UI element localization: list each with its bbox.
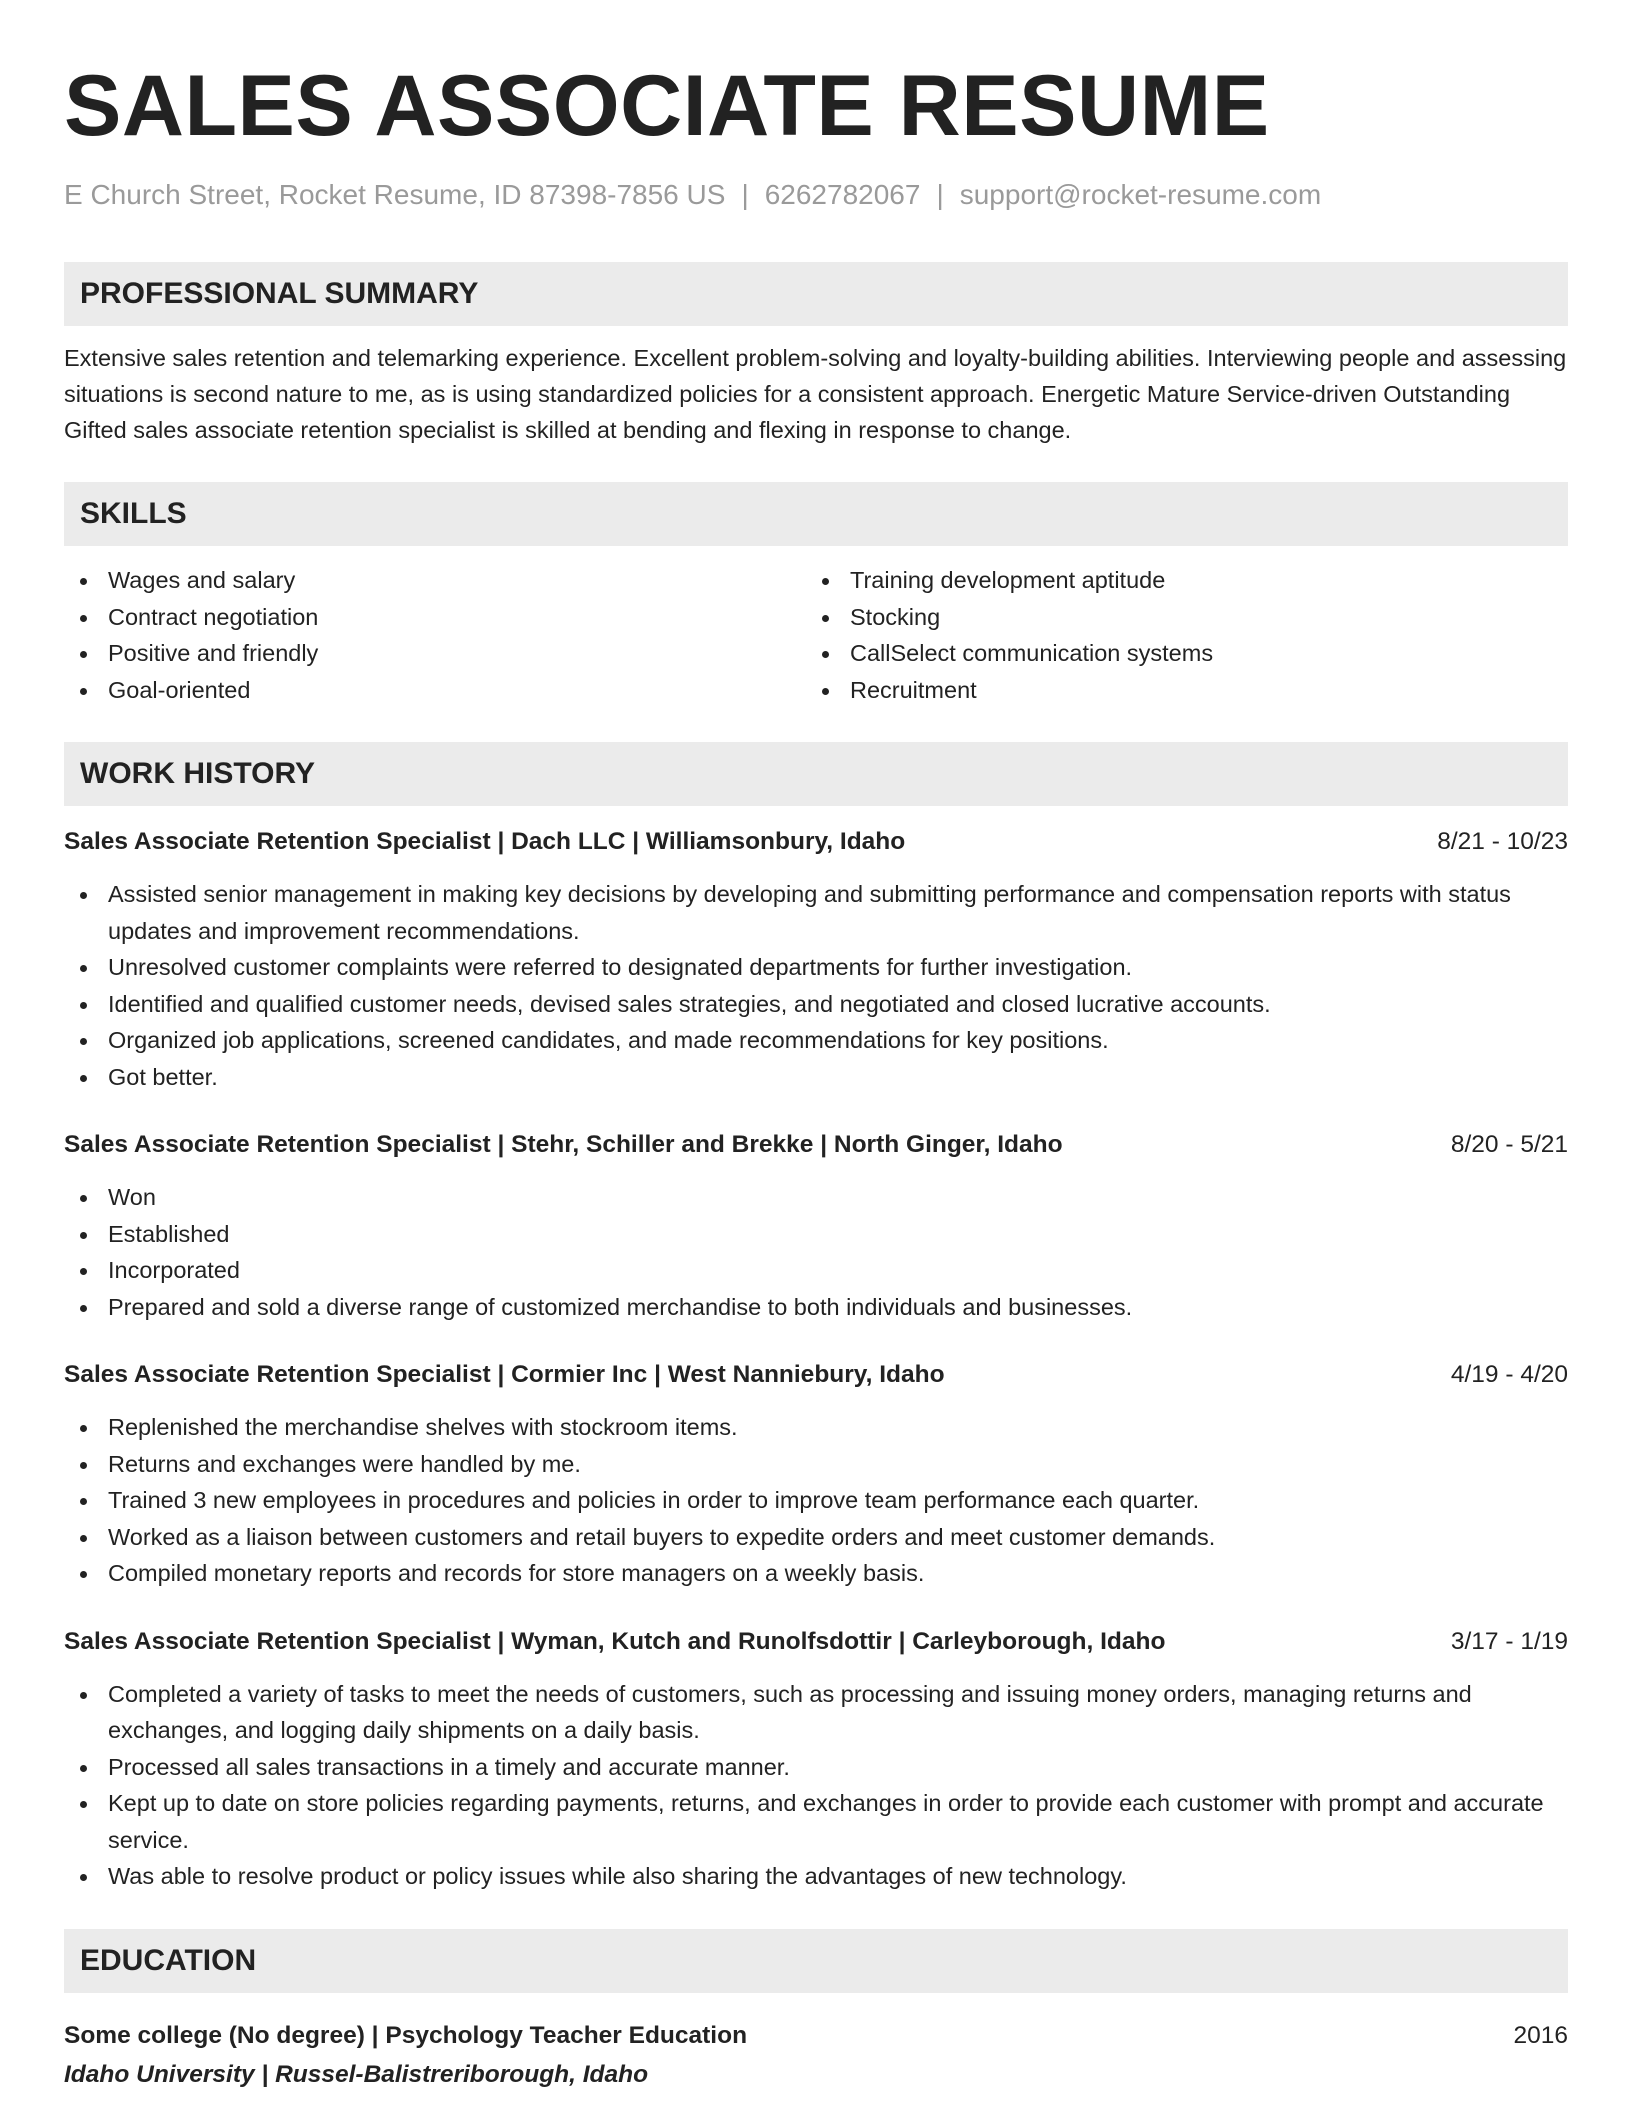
- summary-heading: PROFESSIONAL SUMMARY: [64, 262, 1568, 326]
- resume-title: SALES ASSOCIATE RESUME: [64, 58, 1270, 154]
- job-bullet: Organized job applications, screened candidates, and made recommendations for key positions.: [64, 1022, 1568, 1059]
- skill-item: Recruitment: [806, 672, 1548, 709]
- education-degree: Some college (No degree) | Psychology Teacher Education: [64, 2021, 748, 2049]
- contact-separator: |: [741, 179, 749, 210]
- job-entry: [64, 1624, 1568, 1895]
- work-history-list: [64, 824, 1568, 1895]
- job-bullet: Prepared and sold a diverse range of customized merchandise to both individuals and businesses.: [64, 1289, 1568, 1326]
- job-title: Sales Associate Retention Specialist | Dach LLC | Williamsonbury, Idaho: [64, 828, 906, 855]
- job-header: [64, 824, 1568, 860]
- job-bullets: [64, 876, 1568, 1095]
- job-bullet: Worked as a liaison between customers and retail buyers to expedite orders and meet customer demands.: [64, 1519, 1568, 1556]
- job-entry: [64, 1127, 1568, 1325]
- skill-item: Stocking: [806, 599, 1548, 636]
- job-header: [64, 1127, 1568, 1163]
- contact-separator: |: [936, 179, 944, 210]
- job-bullet: Assisted senior management in making key decisions by developing and submitting performance and compensation reports with status updates and improvement recommendations.: [64, 876, 1568, 949]
- job-bullet: Kept up to date on store policies regarding payments, returns, and exchanges in order to provide each customer with prompt and accurate service.: [64, 1785, 1568, 1858]
- job-title: Sales Associate Retention Specialist | Wyman, Kutch and Runolfsdottir | Carleyborough, Idaho: [64, 1627, 1166, 1655]
- skill-item: Wages and salary: [64, 562, 806, 599]
- skills-left-column: [64, 562, 806, 708]
- skills-list: [64, 562, 1568, 708]
- job-bullet: Identified and qualified customer needs, devised sales strategies, and negotiated and closed lucrative accounts.: [64, 986, 1568, 1023]
- job-bullet: Replenished the merchandise shelves with stockroom items.: [64, 1409, 1568, 1446]
- job-bullet: Returns and exchanges were handled by me.: [64, 1446, 1568, 1483]
- job-title: Sales Associate Retention Specialist | Stehr, Schiller and Brekke | North Ginger, Idaho: [64, 1131, 1063, 1158]
- education-heading: EDUCATION: [64, 1929, 1568, 1993]
- contact-line: [64, 178, 1568, 212]
- job-dates: 8/21 - 10/23: [1437, 828, 1568, 855]
- job-bullet: Processed all sales transactions in a timely and accurate manner.: [64, 1749, 1568, 1786]
- education-school: Idaho University | Russel-Balistreriborough, Idaho: [64, 2060, 649, 2088]
- job-dates: 4/19 - 4/20: [1450, 1361, 1568, 1388]
- job-bullet: Established: [64, 1216, 1568, 1253]
- job-dates: 8/20 - 5/21: [1450, 1131, 1568, 1158]
- job-bullets: [64, 1179, 1568, 1325]
- job-bullet: Got better.: [64, 1059, 1568, 1096]
- job-header: [64, 1357, 1568, 1393]
- job-entry: [64, 824, 1568, 1095]
- job-bullets: [64, 1676, 1568, 1895]
- phone-text: 6262782067: [764, 179, 921, 210]
- skill-item: Contract negotiation: [64, 599, 806, 636]
- education-entry: [64, 2017, 1568, 2095]
- job-bullet: Was able to resolve product or policy issues while also sharing the advantages of new technology.: [64, 1858, 1568, 1895]
- address-text: E Church Street, Rocket Resume, ID 87398-7856 US: [64, 179, 726, 210]
- job-dates: 3/17 - 1/19: [1450, 1627, 1568, 1655]
- job-bullet: Trained 3 new employees in procedures and policies in order to improve team performance each quarter.: [64, 1482, 1568, 1519]
- work-history-heading: WORK HISTORY: [64, 742, 1568, 806]
- skills-right-column: [806, 562, 1548, 708]
- skills-heading: SKILLS: [64, 482, 1568, 546]
- job-bullet: Completed a variety of tasks to meet the needs of customers, such as processing and issuing money orders, managing returns and exchanges, and logging daily shipments on a daily basis.: [64, 1676, 1568, 1749]
- resume-page: [64, 56, 1568, 2095]
- job-bullet: Won: [64, 1179, 1568, 1216]
- summary-text: Extensive sales retention and telemarking experience. Excellent problem-solving and loyalty-building abilities. Interviewing people and assessing situations is second nature to me, as is using standardized policies for a consistent approach. Energetic Mature Service-driven Outstanding Gifted sales associate retention specialist is skilled at bending and flexing in response to change.: [64, 345, 1567, 443]
- job-title: Sales Associate Retention Specialist | Cormier Inc | West Nanniebury, Idaho: [64, 1361, 945, 1388]
- skill-item: CallSelect communication systems: [806, 635, 1548, 672]
- education-header: [64, 2017, 1568, 2055]
- education-year: 2016: [1513, 2021, 1568, 2049]
- job-entry: [64, 1357, 1568, 1592]
- skill-item: Training development aptitude: [806, 562, 1548, 599]
- job-bullet: Incorporated: [64, 1252, 1568, 1289]
- skill-item: Positive and friendly: [64, 635, 806, 672]
- job-bullet: Compiled monetary reports and records for store managers on a weekly basis.: [64, 1555, 1568, 1592]
- skill-item: Goal-oriented: [64, 672, 806, 709]
- job-header: [64, 1624, 1568, 1660]
- job-bullets: [64, 1409, 1568, 1592]
- job-bullet: Unresolved customer complaints were referred to designated departments for further investigation.: [64, 949, 1568, 986]
- email-text: support@rocket-resume.com: [959, 179, 1322, 210]
